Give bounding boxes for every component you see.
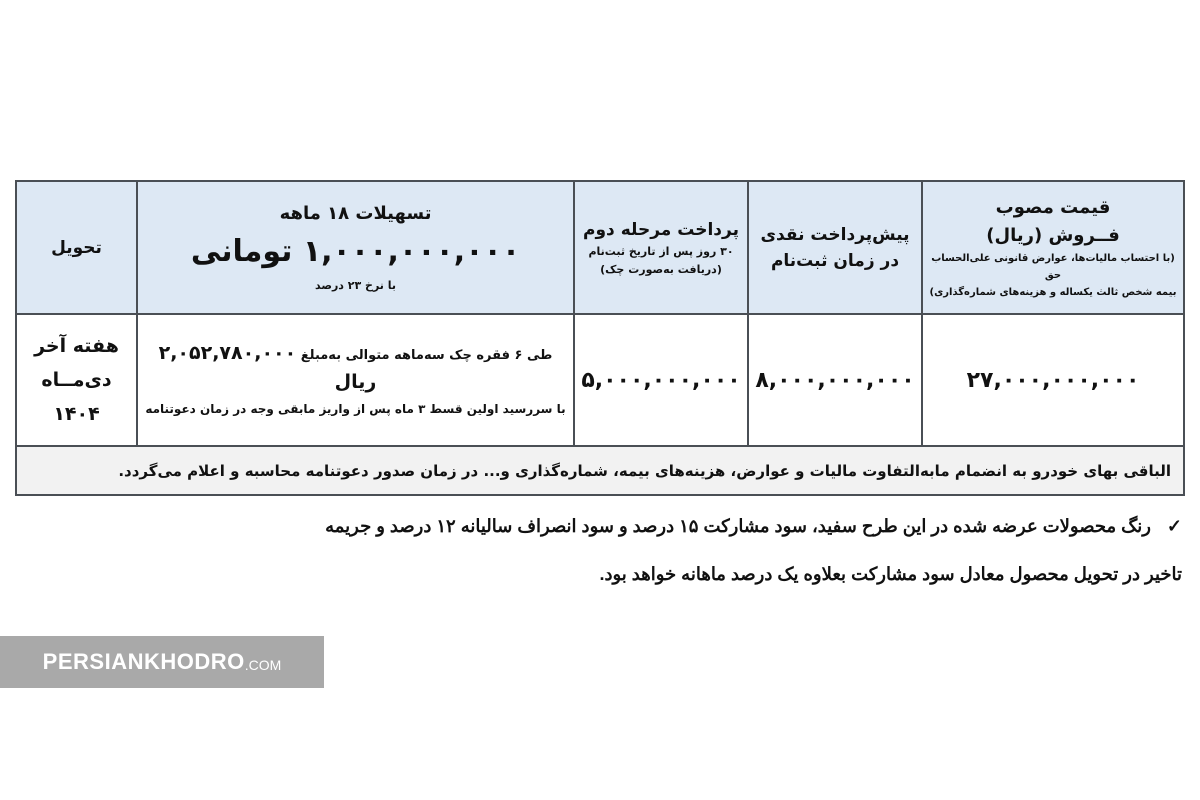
price-note-line1: (با احتساب مالیات‌ها، عوارض قانونی علی‌الحساب حق bbox=[931, 253, 1175, 281]
loan-title: تسهیلات ۱۸ ماهه bbox=[279, 202, 432, 224]
watermark-brand: PERSIANKHODRO bbox=[42, 649, 245, 674]
second-payment-timing: ۳۰ روز پس از تاریخ ثبت‌نام bbox=[588, 244, 734, 258]
price-title-line2: فــروش (ریال) bbox=[986, 225, 1120, 246]
watermark-logo bbox=[0, 636, 324, 688]
table-footer-row bbox=[17, 447, 1183, 494]
note-line2: تاخیر در تحویل محصول معادل سود مشارکت بعلاوه یک درصد ماهانه خواهد بود. bbox=[599, 564, 1182, 584]
second-payment-method: (دریافت به‌صورت چک) bbox=[600, 262, 722, 276]
note-line1: رنگ محصولات عرضه شده در این طرح سفید، سود مشارکت ۱۵ درصد و سود انصراف سالیانه ۱۲ درصد و جریمه bbox=[325, 516, 1151, 536]
header-cell-loan bbox=[136, 182, 573, 313]
loan-installment-amount: ۲,۰۵۲,۷۸۰,۰۰۰ ریال bbox=[158, 342, 377, 393]
prepayment-value: ۸,۰۰۰,۰۰۰,۰۰۰ bbox=[755, 367, 915, 393]
cell-delivery bbox=[17, 315, 136, 445]
table-row bbox=[17, 315, 1183, 447]
loan-amount: ۱,۰۰۰,۰۰۰,۰۰۰ تومانی bbox=[190, 233, 521, 269]
cell-price bbox=[921, 315, 1183, 445]
cell-prepayment bbox=[747, 315, 921, 445]
loan-installment-text: طی ۶ فقره چک سه‌ماهه متوالی به‌مبلغ bbox=[300, 348, 553, 363]
price-title-line1: قیمت مصوب bbox=[995, 197, 1111, 218]
header-cell-price bbox=[921, 182, 1183, 313]
header-cell-second-payment bbox=[573, 182, 747, 313]
loan-installment-line bbox=[144, 340, 567, 398]
watermark-tld: .COM bbox=[244, 656, 282, 673]
footer-note: الباقی بهای خودرو به انضمام مابه‌التفاوت مالیات و عوارض، هزینه‌های بیمه، شماره‌گذاری و... در زمان صدور دعوتنامه محاسبه و اعلام می‌گردد. bbox=[118, 461, 1171, 480]
second-payment-value: ۵,۰۰۰,۰۰۰,۰۰۰ bbox=[581, 367, 741, 393]
cell-loan bbox=[136, 315, 573, 445]
delivery-line1: هفته آخر bbox=[34, 335, 119, 357]
sale-conditions-table bbox=[15, 180, 1185, 496]
delivery-title: تحویل bbox=[51, 237, 102, 258]
header-cell-prepayment bbox=[747, 182, 921, 313]
header-cell-delivery bbox=[17, 182, 136, 313]
delivery-year: ۱۴۰۴ bbox=[53, 403, 100, 425]
price-note-line2: بیمه شخص ثالث یکساله و هزینه‌های شماره‌گذاری) bbox=[929, 287, 1177, 298]
prepay-title-line1: پیش‌پرداخت نقدی bbox=[760, 224, 910, 245]
check-icon: ✓ bbox=[1166, 516, 1182, 536]
prepay-title-line2: در زمان ثبت‌نام bbox=[770, 250, 900, 271]
conditions-note bbox=[12, 502, 1182, 598]
price-value: ۲۷,۰۰۰,۰۰۰,۰۰۰ bbox=[966, 367, 1140, 393]
loan-rate: با نرخ ۲۳ درصد bbox=[314, 278, 397, 292]
note-line1-container bbox=[12, 502, 1182, 550]
table-header-row bbox=[17, 182, 1183, 315]
delivery-line2: دی‌مــاه bbox=[41, 369, 112, 391]
cell-second-payment bbox=[573, 315, 747, 445]
loan-due-line: با سررسید اولین قسط ۳ ماه پس از واریز مابقی وجه در زمان دعوتنامه bbox=[145, 402, 566, 416]
second-payment-title: پرداخت مرحله دوم bbox=[583, 219, 739, 240]
